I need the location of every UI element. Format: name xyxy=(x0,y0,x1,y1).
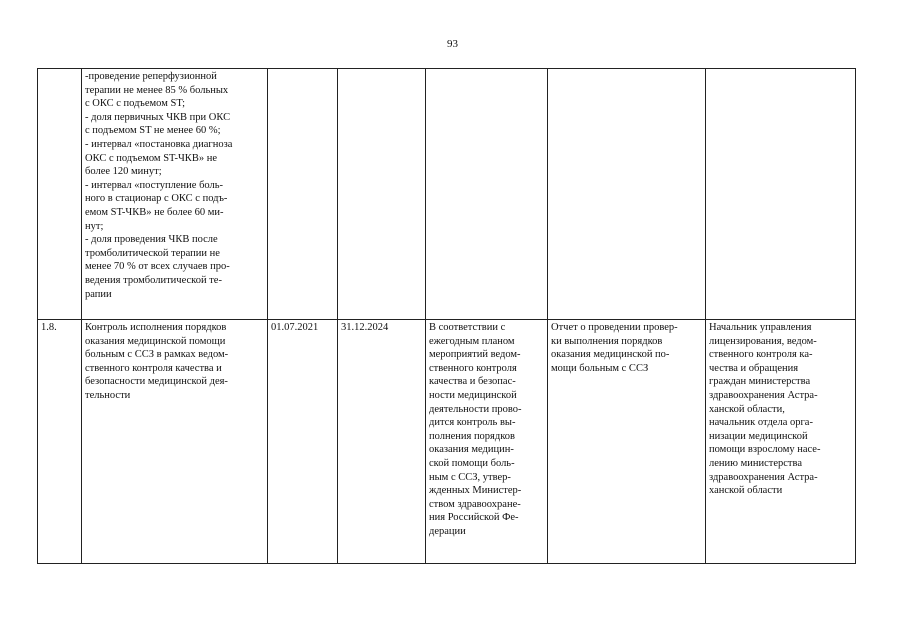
row-number-cell: 1.8. xyxy=(38,320,82,564)
action-cell: -проведение реперфузионной терапии не менее 85 % больных с ОКС с подъемом ST; - доля первичных ЧКВ при ОКС с подъемом ST не менее 60 %; - интервал «постановка диагноза ОКС с подъемом ST-ЧКВ» не более 120 минут; - интервал «поступление боль- ного в стационар с ОКС с подъ- емом ST-ЧКВ» не более 60 ми- нут; - доля проведения ЧКВ после тромболитической терапии не менее 70 % от всех случаев про- ведения тромболитической те- рапии xyxy=(82,69,268,320)
table-row xyxy=(38,69,856,320)
description-cell xyxy=(426,69,548,320)
end-date-cell: 31.12.2024 xyxy=(338,320,426,564)
plan-table xyxy=(37,68,856,564)
description-cell: В соответствии с ежегодным планом мероприятий ведом- ственного контроля качества и безопас- ности медицинской деятельности прово- дится контроль вы- полнения порядков оказания медицин- ской помощи боль- ным с ССЗ, утвер- жденных Министер- ством здравоохране- ния Российской Фе- дерации xyxy=(426,320,548,564)
table-row xyxy=(38,320,856,564)
end-date-cell xyxy=(338,69,426,320)
page-number: 93 xyxy=(447,38,458,50)
start-date-cell: 01.07.2021 xyxy=(268,320,338,564)
row-number-cell xyxy=(38,69,82,320)
responsible-cell: Начальник управления лицензирования, ведом- ственного контроля ка- чества и обращения граждан министерства здравоохранения Астра- ханской области, начальник отдела орга- низации медицинской помощи взрослому насе- лению министерства здравоохранения Астра- ханской области xyxy=(706,320,856,564)
responsible-cell xyxy=(706,69,856,320)
result-cell: Отчет о проведении провер- ки выполнения порядков оказания медицинской по- мощи больным с ССЗ xyxy=(548,320,706,564)
result-cell xyxy=(548,69,706,320)
action-cell: Контроль исполнения порядков оказания медицинской помощи больным с ССЗ в рамках ведом- ственного контроля качества и безопасности медицинской дея- тельности xyxy=(82,320,268,564)
start-date-cell xyxy=(268,69,338,320)
